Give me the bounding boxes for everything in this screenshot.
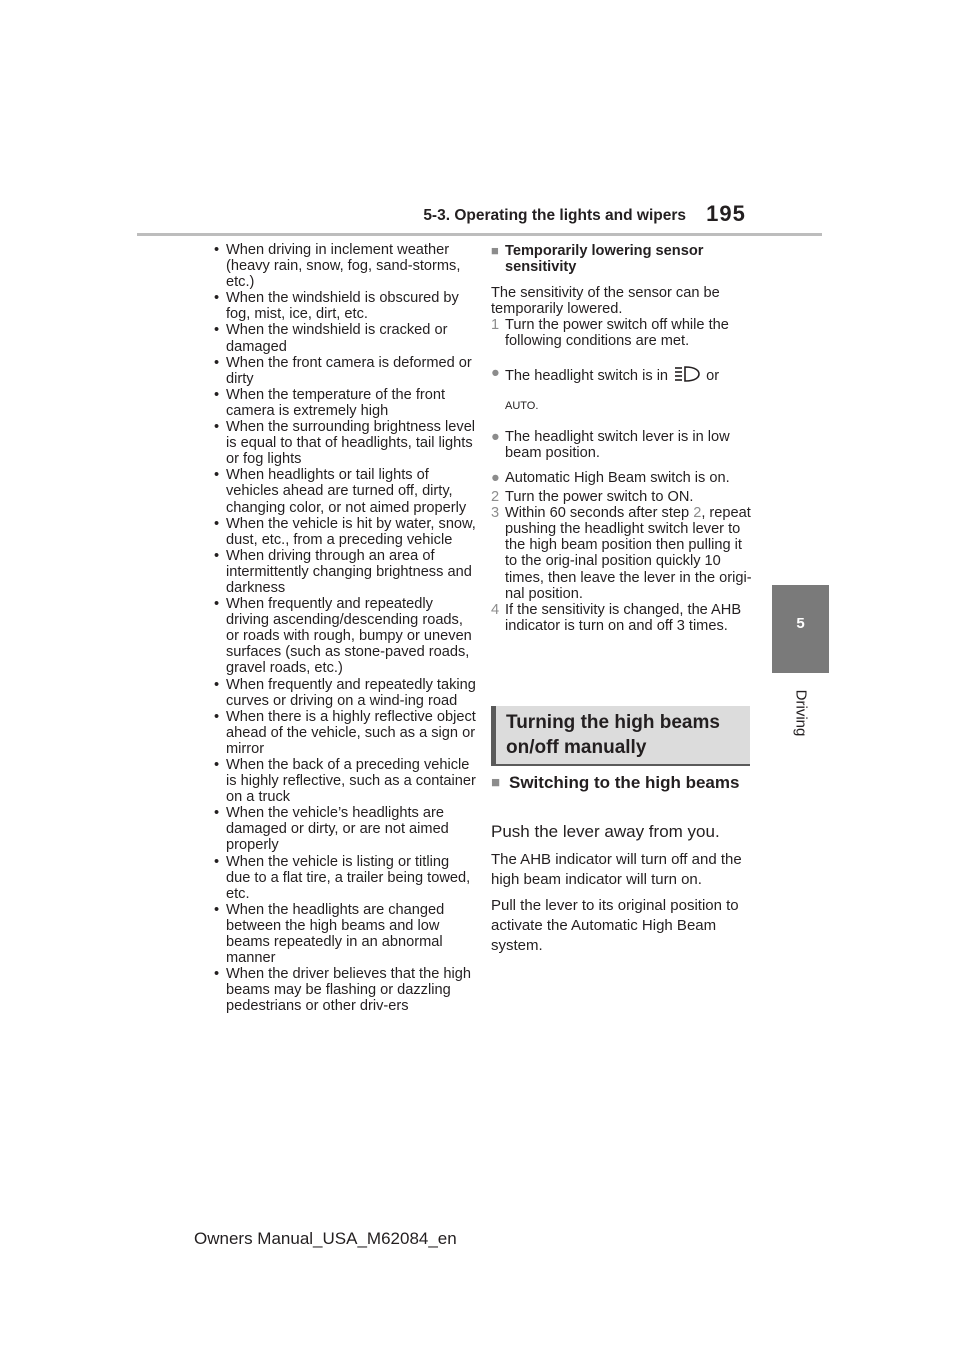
- header-section-title: 5-3. Operating the lights and wipers: [423, 207, 686, 224]
- list-item-text: When the windshield is cracked or damaged: [226, 322, 448, 355]
- list-item-text: When the driver believes that the high beams may be flashing or dazzling pedestrians or other driv-ers: [226, 966, 471, 1015]
- circle-bullet-icon: ●: [491, 364, 500, 381]
- manual-subheading: [491, 771, 751, 794]
- list-item: • When the temperature of the front camera is extremely high: [214, 386, 446, 419]
- list-item: • When the front camera is deformed or dirty: [214, 354, 472, 387]
- section-title: Turning the high beams on/off manually: [506, 712, 720, 758]
- list-item: • When the back of a preceding vehicle is highly reflective, such as a container on a truck: [214, 757, 476, 806]
- step-text: , repeat pushing the headlight switch lever to the high beam position then pulling it to the orig-inal position quickly 10 times, then leave the lever in the origi-nal position.: [505, 505, 752, 602]
- step-text: Within 60 seconds after step: [505, 505, 690, 522]
- step-text: Turn the power switch to ON.: [505, 489, 694, 506]
- list-item: • When the windshield is cracked or damaged: [214, 322, 448, 355]
- list-item-text: When the vehicle is hit by water, snow, dust, etc., from a preceding vehicle: [226, 515, 476, 548]
- manual-subheading-text: Switching to the high beams: [509, 773, 740, 792]
- list-item-text: When driving in inclement weather (heavy rain, snow, fog, sand-storms, etc.): [226, 242, 461, 291]
- list-item: • When frequently and repeatedly taking curves or driving on a wind-ing road: [214, 676, 476, 709]
- step-number: 3: [491, 505, 500, 522]
- list-item: • When the driver believes that the high beams may be flashing or dazzling pedestrians or other driv-ers: [214, 966, 471, 1015]
- sensitivity-section: [491, 243, 753, 634]
- chapter-label: [790, 683, 812, 743]
- square-marker-icon: ■: [491, 243, 499, 258]
- list-item: • When there is a highly reflective object ahead of the vehicle, such as a sign or mirror: [214, 708, 476, 757]
- step-text: If the sensitivity is changed, the AHB indicator is turn on and off 3 times.: [505, 601, 742, 634]
- chapter-label-text: Driving: [792, 689, 810, 737]
- circle-bullet-icon: ●: [491, 428, 500, 445]
- list-item: • When driving in inclement weather (heavy rain, snow, fog, sand-storms, etc.): [214, 242, 461, 291]
- step-number: 1: [491, 317, 500, 334]
- chapter-tab[interactable]: [772, 585, 829, 673]
- list-item: • When driving through an area of intermittently changing brightness and darkness: [214, 547, 472, 596]
- condition-text-or: or: [706, 367, 720, 384]
- circle-bullet-icon: ●: [491, 469, 500, 486]
- list-item-text: When the windshield is obscured by fog, mist, ice, dirt, etc.: [226, 290, 459, 323]
- list-item-text: When the front camera is deformed or dirty: [226, 354, 472, 387]
- step-reference-link[interactable]: 2: [693, 505, 702, 522]
- list-item-text: When driving through an area of intermittently changing brightness and darkness: [226, 547, 472, 596]
- list-item-text: When the surrounding brightness level is equal to that of headlights, tail lights or fog lights: [226, 419, 476, 468]
- condition-text: Automatic High Beam switch is on.: [505, 469, 730, 486]
- list-item: • When frequently and repeatedly driving ascending/descending roads, or roads with rough, bumpy or uneven surfaces (such as stone-paved roads, gravel roads, etc.): [214, 596, 472, 677]
- condition-item: [491, 429, 753, 461]
- condition-bullet-list: [214, 242, 476, 1015]
- step-number: 2: [491, 489, 500, 506]
- list-item-text: When frequently and repeatedly taking curves or driving on a wind-ing road: [226, 676, 476, 709]
- auto-icon-line: AUTO.: [505, 399, 539, 412]
- step-text: Turn the power switch off while the following conditions are met.: [505, 317, 729, 350]
- list-item-text: When the vehicle is listing or titling due to a flat tire, a trailer being towed, etc.: [226, 853, 471, 902]
- header-divider: [137, 233, 822, 236]
- condition-item: [491, 470, 753, 486]
- list-item: • When the vehicle is listing or titling due to a flat tire, a trailer being towed, etc.: [214, 853, 471, 902]
- sensitivity-heading: [491, 243, 753, 275]
- sensitivity-heading-text: Temporarily lowering sensor sensitivity: [505, 243, 704, 276]
- list-item-text: When there is a highly reflective object ahead of the vehicle, such as a sign or mirror: [226, 708, 476, 757]
- manual-note-1: The AHB indicator will turn off and the high beam indicator will turn on.: [491, 851, 742, 888]
- headlight-icon: [674, 365, 700, 383]
- chapter-number: 5: [796, 615, 805, 632]
- list-item: • When the windshield is obscured by fog, mist, ice, dirt, etc.: [214, 290, 459, 323]
- list-item: • When headlights or tail lights of vehicles ahead are turned off, dirty, changing color, or not aimed properly: [214, 467, 467, 516]
- list-item-text: When the back of a preceding vehicle is highly reflective, such as a container on a truck: [226, 757, 476, 806]
- list-item-text: When the headlights are changed between the high beams and low beams repeatedly in an abnormal manner: [226, 901, 445, 967]
- list-item-text: When frequently and repeatedly driving ascending/descending roads, or roads with rough, bumpy or uneven surfaces (such as stone-paved roads, gravel roads, etc.): [226, 596, 472, 677]
- list-item-text: When the vehicle’s headlights are damaged or dirty, or are not aimed properly: [226, 805, 449, 854]
- list-item-text: When headlights or tail lights of vehicles ahead are turned off, dirty, changing color, or not aimed properly: [226, 467, 467, 516]
- list-item: • When the vehicle is hit by water, snow, dust, etc., from a preceding vehicle: [214, 515, 476, 548]
- page-number: 195: [706, 201, 746, 226]
- sensitivity-intro: The sensitivity of the sensor can be temporarily lowered.: [491, 285, 720, 318]
- manual-instruction: Push the lever away from you.: [491, 822, 720, 841]
- section-heading-box: [491, 706, 750, 766]
- step-item: [491, 505, 753, 602]
- manual-note-2: Pull the lever to its original position to activate the Automatic High Beam system.: [491, 897, 739, 954]
- footer-document-id: Owners Manual_USA_M62084_en: [194, 1229, 457, 1248]
- step-number: 4: [491, 601, 500, 618]
- step-item: [491, 602, 753, 634]
- list-item: • When the surrounding brightness level is equal to that of headlights, tail lights or fog lights: [214, 419, 476, 468]
- auto-icon: AUTO: [505, 399, 536, 412]
- step-item: [491, 317, 753, 349]
- list-item: • When the headlights are changed between the high beams and low beams repeatedly in an abnormal manner: [214, 901, 445, 967]
- list-item-text: When the temperature of the front camera is extremely high: [226, 386, 446, 419]
- square-marker-icon: ■: [491, 774, 501, 791]
- section-heading-underline: [491, 764, 750, 766]
- condition-text: The headlight switch is in: [505, 367, 669, 384]
- condition-text: The headlight switch lever is in low beam position.: [505, 428, 730, 461]
- list-item: • When the vehicle’s headlights are damaged or dirty, or are not aimed properly: [214, 805, 449, 854]
- step-item: [491, 489, 753, 505]
- condition-item: [491, 365, 753, 414]
